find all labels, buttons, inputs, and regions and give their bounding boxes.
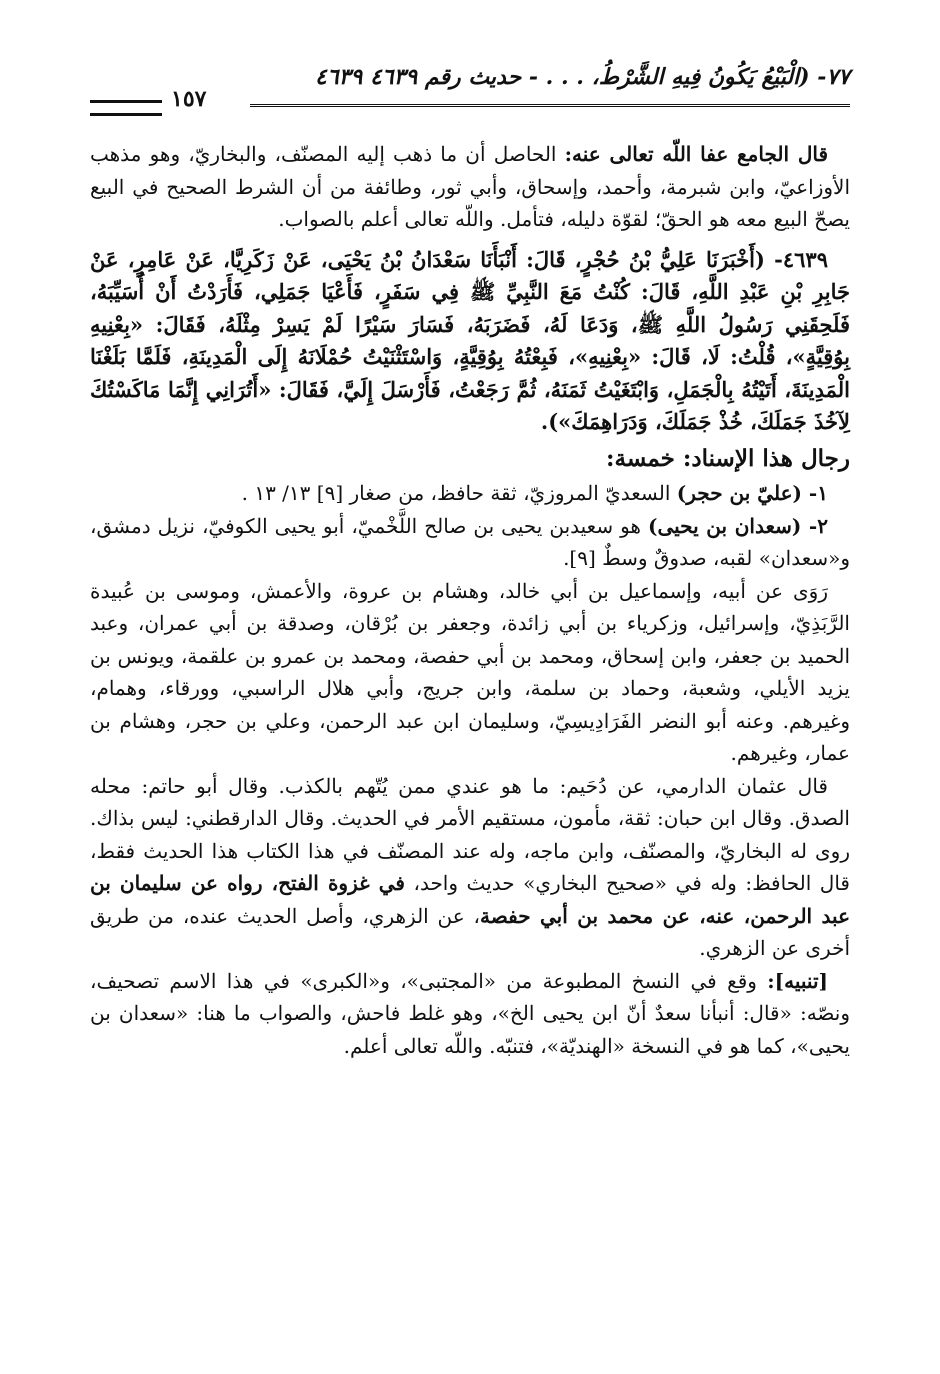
narrator-entry-2 bbox=[90, 510, 850, 575]
header-rule-short bbox=[90, 100, 162, 116]
jarh-text-b: ، عن الزهري، وأصل الحديث عنده، من طريق أخرى عن الزهري. bbox=[90, 903, 850, 960]
jarh-paragraph bbox=[90, 770, 850, 965]
narrator-1-text: السعديّ المروزيّ، ثقة حافظ، من صغار [٩] ١٣/ ١٣ . bbox=[241, 481, 677, 505]
commentary-text: الحاصل أن ما ذهب إليه المصنّف، والبخاريّ، وهو مذهب الأوزاعيّ، وابن شبرمة، وأحمد، وإسحاق، وأبي ثور، وطائفة من أن الشرط الصحيح في البيع يصحّ البيع معه هو الحقّ؛ لقوّة دليله، فتأمل. واللّه تعالى أعلم بالصواب. bbox=[90, 142, 850, 231]
narrator-2-name: ٢- (سعدان بن يحيى) bbox=[648, 513, 828, 538]
header-rule bbox=[250, 104, 850, 107]
narrator-2-text: هو سعيدبن يحيى بن صالح اللَّخْميّ، أبو يحيى الكوفيّ، نزيل دمشق، و«سعدان» لقبه، صدوقٌ وسطٌ [٩]. bbox=[90, 513, 850, 570]
tanbih-lead: [تنبيه]: bbox=[767, 968, 828, 993]
tanbih-paragraph bbox=[90, 965, 850, 1063]
narrators-heading: رجال هذا الإسناد: خمسة: bbox=[606, 444, 850, 472]
narrator-1-name: ١- (عليّ بن حجر) bbox=[676, 481, 828, 505]
jarh-text-a: قال عثمان الدارمي، عن دُحَيم: ما هو عندي ممن يُتّهم بالكذب. وقال أبو حاتم: محله الصدق. وقال ابن حبان: ثقة، مأمون، مستقيم الأمر في الحديث. وقال الدارقطني: ليس بذاك. روى له البخاريّ، والمصنّف، وابن ماجه، وله عند المصنّف في هذا الكتاب هذا الحديث فقط، قال الحافظ: وله في «صحيح البخاري» حديث واحد، bbox=[90, 773, 850, 895]
narrator-entry-1 bbox=[90, 477, 850, 510]
page-number: ١٥٧ bbox=[165, 86, 212, 112]
jarh-text-bold: في غزوة الفتح، رواه عن سليمان بن عبد الرحمن، عنه، عن محمد بن أبي حفصة bbox=[90, 871, 850, 928]
riwayah-paragraph: رَوَى عن أبيه، وإسماعيل بن أبي خالد، وهشام بن عروة، والأعمش، وموسى بن عُبيدة الرَّبَذِيّ، وإسرائيل، وزكرياء بن أبي زائدة، وجعفر بن بُرْقان، وصدقة بن أبي عمران، وعبد الحميد بن جعفر، وابن إسحاق، ومحمد بن أبي حفصة، ومحمد بن عمرو بن علقمة، ويونس بن يزيد الأيلي، وشعبة، وحماد بن سلمة، وابن جريج، وأبي هلال الراسبي، وورقاء، وهمام، وغيرهم. وعنه أبو النضر الفَرَادِيسِيّ، وسليمان ابن عبد الرحمن، وعلي بن حجر، وهشام بن عمار، وغيرهم. bbox=[90, 578, 850, 765]
commentary-paragraph bbox=[90, 138, 850, 236]
page-body bbox=[90, 138, 850, 1062]
running-title: ٧٧- (الْبَيْعُ يَكُونُ فِيهِ الشَّرْطُ، . . . - حديث رقم ٤٦٣٩ ٤٦٣٩ bbox=[315, 64, 850, 90]
page-header bbox=[90, 62, 850, 118]
commentary-lead: قال الجامع عفا اللّه تعالى عنه: bbox=[564, 142, 829, 166]
tanbih-text: وقع في النسخ المطبوعة من «المجتبى»، و«الكبرى» في هذا الاسم تصحيف، ونصّه: «قال: أنبأنا سعدٌ أنّ ابن يحيى الخ»، وهو غلط فاحش، والصواب ما هنا: «سعدان بن يحيى»، كما هو في النسخة «الهنديّة»، فتنبّه. واللّه تعالى أعلم. bbox=[90, 968, 850, 1058]
hadith-text: ٤٦٣٩- (أَخْبَرَنَا عَلِيُّ بْنُ حُجْرٍ، قَالَ: أَنْبَأَنَا سَعْدَانُ بْنُ يَحْيَى، عَنْ زَكَرِيَّا، عَنْ عَامِرٍ، عَنْ جَابِرِ بْنِ عَبْدِ اللَّهِ، قَالَ: كُنْتُ مَعَ النَّبِيِّ ﷺ فِي سَفَرٍ، فَأَعْيَا جَمَلِي، فَأَرَدْتُ أَنْ أُسَيِّبَهُ، فَلَحِقَنِي رَسُولُ اللَّهِ ﷺ، وَدَعَا لَهُ، فَضَرَبَهُ، فَسَارَ سَيْرًا لَمْ يَسِرْ مِثْلَهُ، فَقَالَ: «بِعْنِيهِ بِوُقِيَّةٍ»، قُلْتُ: لَا، قَالَ: «بِعْنِيهِ»، فَبِعْتُهُ بِوُقِيَّةٍ، وَاسْتَثْنَيْتُ حُمْلَانَهُ إِلَى الْمَدِينَةِ، فَلَمَّا بَلَغْنَا الْمَدِينَةَ، أَتَيْتُهُ بِالْجَمَلِ، وَابْتَغَيْتُ ثَمَنَهُ، ثُمَّ رَجَعْتُ، فَأَرْسَلَ إِلَيَّ، فَقَالَ: «أَتُرَانِي إِنَّمَا مَاكَسْتُكَ لِآخُذَ جَمَلَكَ، خُذْ جَمَلَكَ، وَدَرَاهِمَكَ»). bbox=[90, 246, 850, 434]
